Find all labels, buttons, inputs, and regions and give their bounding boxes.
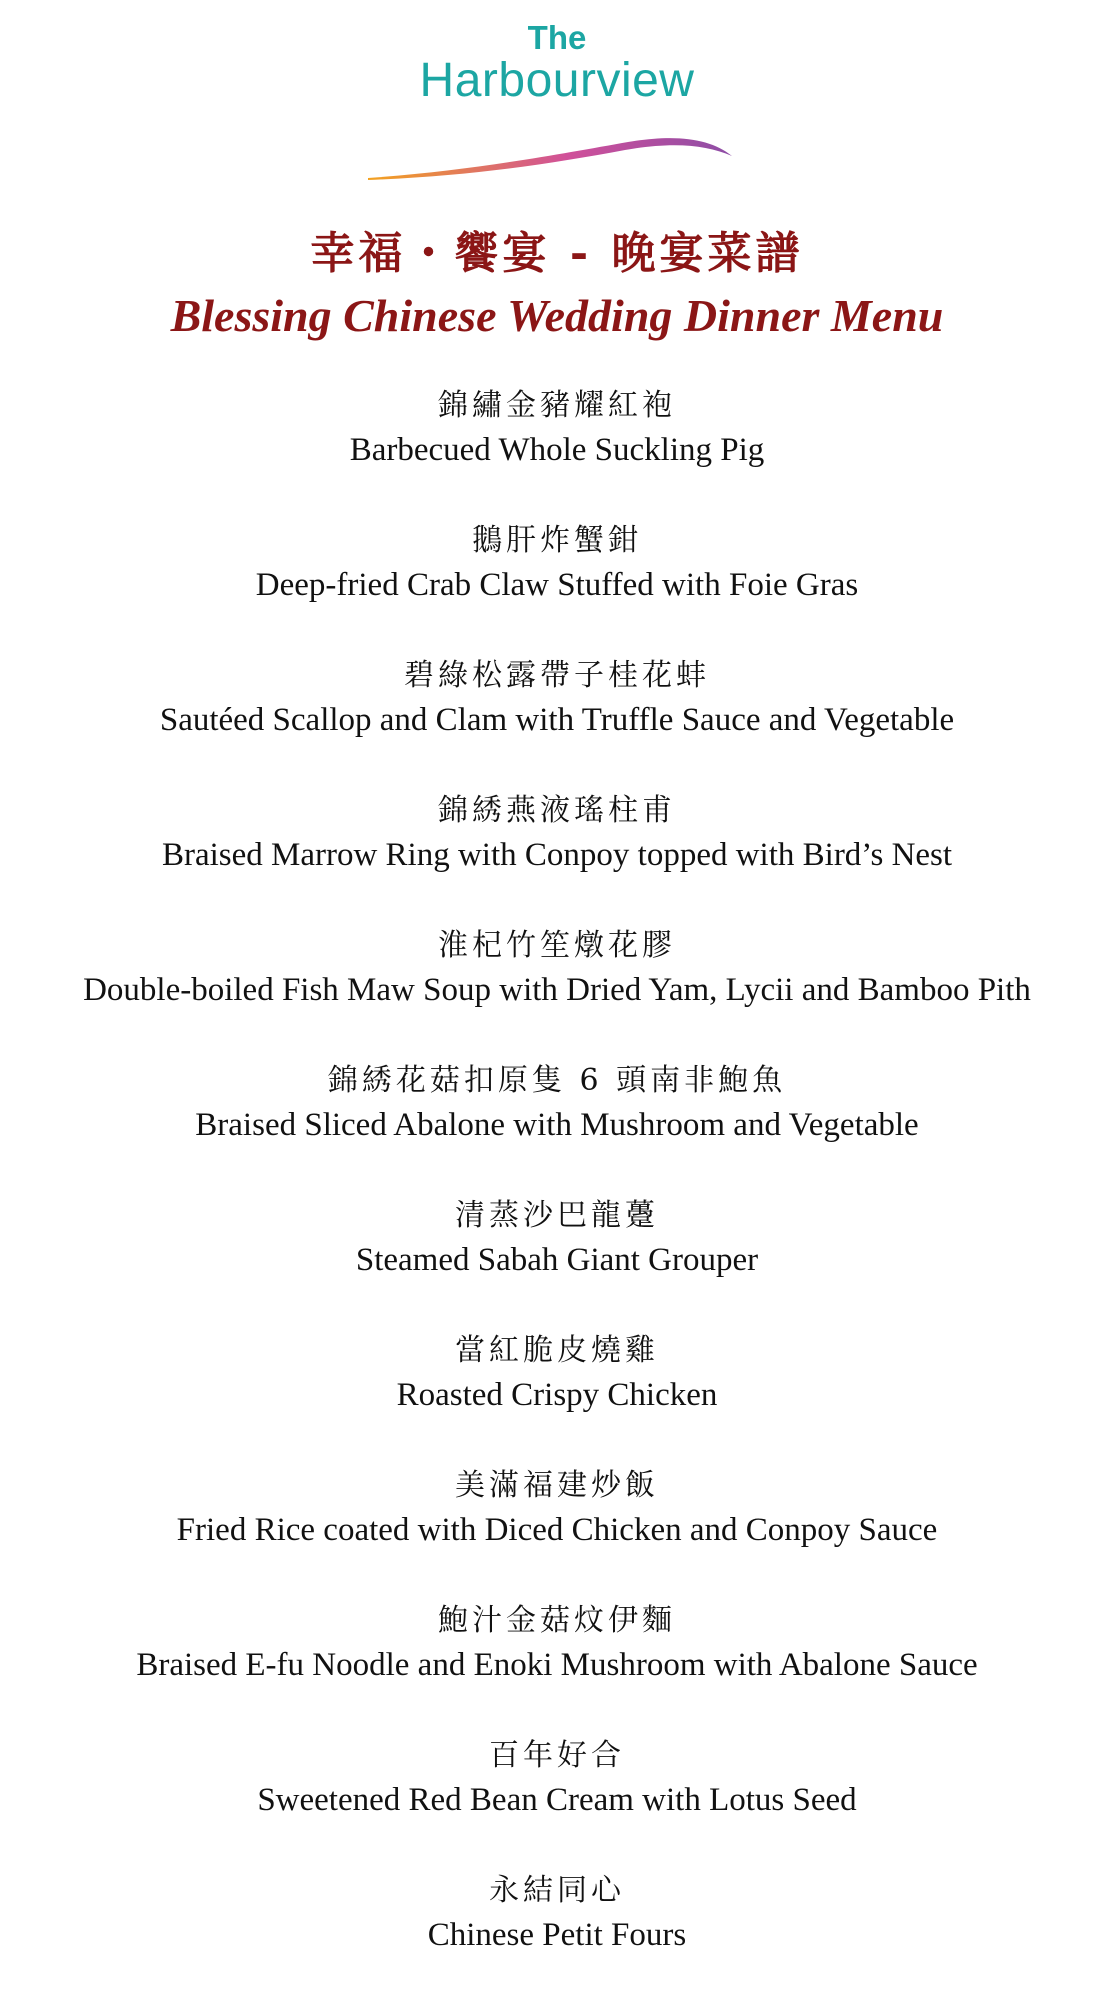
logo-name-text: Harbourview xyxy=(419,54,695,107)
dish-name-english: Chinese Petit Fours xyxy=(427,1917,687,1953)
dish-name-english: Braised Marrow Ring with Conpoy topped with Bird’s Nest xyxy=(161,837,953,873)
harbourview-logo xyxy=(0,18,1114,178)
menu-item xyxy=(0,384,1114,519)
dish-name-english: Steamed Sabah Giant Grouper xyxy=(355,1242,759,1278)
logo-swoosh-icon xyxy=(360,116,740,186)
dish-name-chinese: 錦繡金豬耀紅袍 xyxy=(438,388,676,423)
dish-name-chinese: 錦綉燕液瑤柱甫 xyxy=(438,793,676,828)
dish-name-english: Deep-fried Crab Claw Stuffed with Foie Gras xyxy=(255,567,859,603)
dish-name-chinese: 碧綠松露帶子桂花蚌 xyxy=(404,658,710,693)
menu-item xyxy=(0,1194,1114,1329)
menu-item xyxy=(0,1059,1114,1194)
dish-name-english: Fried Rice coated with Diced Chicken and Conpoy Sauce xyxy=(176,1512,938,1548)
menu-item xyxy=(0,1599,1114,1734)
menu-title-english: Blessing Chinese Wedding Dinner Menu xyxy=(170,290,944,341)
menu-item xyxy=(0,519,1114,654)
dish-name-chinese: 鮑汁金菇炆伊麵 xyxy=(438,1603,676,1638)
menu-item xyxy=(0,924,1114,1059)
menu-item xyxy=(0,1869,1114,2004)
dish-name-chinese: 錦綉花菇扣原隻 6 頭南非鮑魚 xyxy=(327,1063,787,1098)
dish-name-chinese: 美滿福建炒飯 xyxy=(455,1468,659,1503)
dish-name-chinese: 清蒸沙巴龍躉 xyxy=(455,1198,659,1233)
menu-item xyxy=(0,789,1114,924)
dish-name-english: Sweetened Red Bean Cream with Lotus Seed xyxy=(257,1782,857,1818)
menu-item xyxy=(0,654,1114,789)
dish-name-english: Braised E-fu Noodle and Enoki Mushroom with Abalone Sauce xyxy=(136,1647,978,1683)
dinner-menu-list xyxy=(0,384,1114,2004)
dish-name-english: Sautéed Scallop and Clam with Truffle Sauce and Vegetable xyxy=(159,702,955,738)
dish-name-chinese: 永結同心 xyxy=(489,1873,625,1908)
menu-title-chinese: 幸福・饗宴 - 晚宴菜譜 xyxy=(310,228,804,279)
dish-name-chinese: 當紅脆皮燒雞 xyxy=(455,1333,659,1368)
dish-name-chinese: 淮杞竹笙燉花膠 xyxy=(438,928,676,963)
dish-name-chinese: 鵝肝炸蟹鉗 xyxy=(472,523,642,558)
menu-item xyxy=(0,1464,1114,1599)
menu-item xyxy=(0,1329,1114,1464)
menu-item xyxy=(0,1734,1114,1869)
dish-name-english: Double-boiled Fish Maw Soup with Dried Yam, Lycii and Bamboo Pith xyxy=(83,972,1031,1008)
dish-name-english: Barbecued Whole Suckling Pig xyxy=(349,432,765,468)
dish-name-english: Roasted Crispy Chicken xyxy=(396,1377,718,1413)
dish-name-english: Braised Sliced Abalone with Mushroom and Vegetable xyxy=(195,1107,919,1143)
logo-the-text: The xyxy=(527,19,587,56)
dish-name-chinese: 百年好合 xyxy=(489,1738,625,1773)
